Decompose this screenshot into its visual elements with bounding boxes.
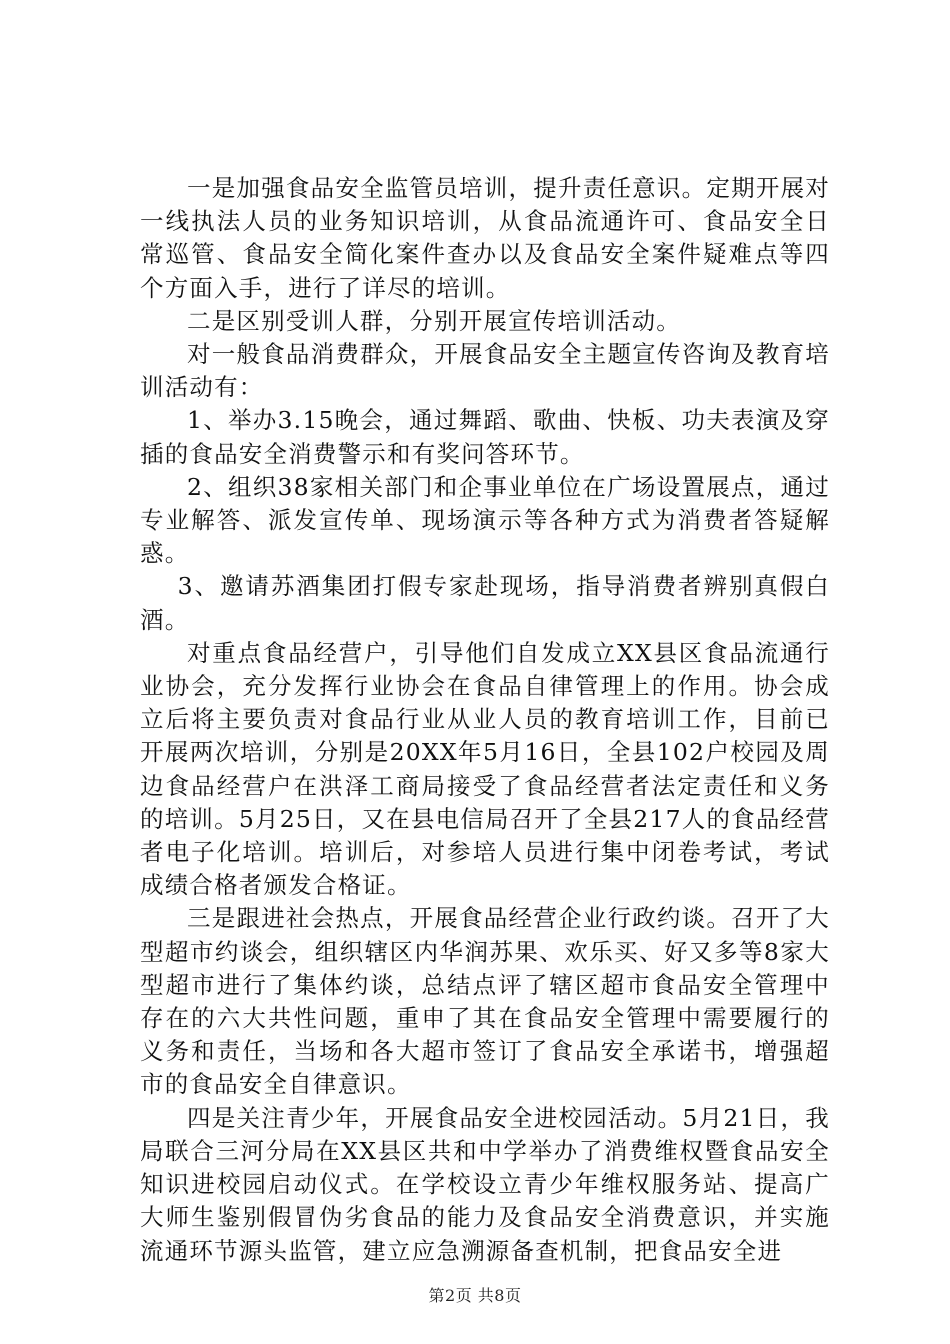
list-item-booths: 2、组织38家相关部门和企事业单位在广场设置展点，通过专业解答、派发宣传单、现场演示等各种方式为消费者答疑解惑。 xyxy=(140,472,830,568)
page-footer: 第2页 共8页 xyxy=(428,1286,522,1305)
body-text xyxy=(140,172,830,1268)
paragraph-campus-campaign: 四是关注青少年，开展食品安全进校园活动。5月21日，我局联合三河分局在XX县区共和中学举办了消费维权暨食品安全知识进校园启动仪式。在学校设立青少年维权服务站、提高广大师生鉴别假冒伪劣食品的能力及食品安全消费意识，并实施流通环节源头监管，建立应急溯源备查机制，把食品安全进 xyxy=(140,1103,830,1265)
paragraph-general-consumers: 对一般食品消费群众，开展食品安全主题宣传咨询及教育培训活动有： xyxy=(140,340,830,402)
paragraph-supervisor-training: 一是加强食品安全监管员培训，提升责任意识。定期开展对一线执法人员的业务知识培训，从食品流通许可、食品安全日常巡管、食品安全简化案件查办以及食品安全案件疑难点等四个方面入手，进行了详尽的培训。 xyxy=(140,174,830,302)
paragraph-supermarket-talks: 三是跟进社会热点，开展食品经营企业行政约谈。召开了大型超市约谈会，组织辖区内华润苏果、欢乐买、好又多等8家大型超市进行了集体约谈，总结点评了辖区超市食品安全管理中存在的六大共性问题，重申了其在食品安全管理中需要履行的义务和责任，当场和各大超市签订了食品安全承诺书，增强超市的食品安全自律意识。 xyxy=(140,904,830,1099)
list-item-liquor-experts: 3、邀请苏酒集团打假专家赴现场，指导消费者辨别真假白酒。 xyxy=(140,572,830,634)
list-item-gala: 1、举办3.15晚会，通过舞蹈、歌曲、快板、功夫表演及穿插的食品安全消费警示和有奖问答环节。 xyxy=(140,406,830,468)
paragraph-audience-heading: 二是区别受训人群，分别开展宣传培训活动。 xyxy=(187,306,681,335)
paragraph-key-operators: 对重点食品经营户，引导他们自发成立XX县区食品流通行业协会，充分发挥行业协会在食品自律管理上的作用。协会成立后将主要负责对食品行业从业人员的教育培训工作，目前已开展两次培训，分别是20XX年5月16日，全县102户校园及周边食品经营户在洪泽工商局接受了食品经营者法定责任和义务的培训。5月25日，又在县电信局召开了全县217人的食品经营者电子化培训。培训后，对参培人员进行集中闭卷考试，考试成绩合格者颁发合格证。 xyxy=(140,638,830,900)
